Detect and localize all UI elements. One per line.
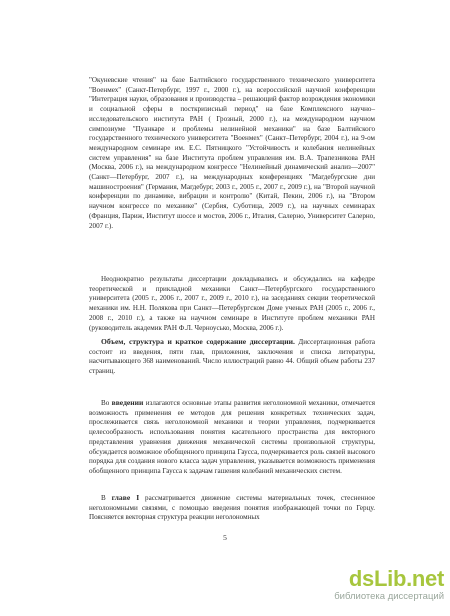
watermark <box>284 567 444 603</box>
paragraph-body <box>89 398 375 477</box>
section-heading: главе I <box>111 493 140 502</box>
watermark-tagline: библиотека диссертаций <box>334 591 444 602</box>
paragraph-prefix: Во <box>101 399 112 407</box>
paragraph-prefix: В <box>101 494 112 502</box>
paragraph-text: рассматривается движение системы материальных точек, стесненное неголономными связями, с помощью введения понятия изображающей точки по Герцу. Поясняется векторная структура реакции неголономных <box>89 494 375 522</box>
section-heading: Объем, структура и краткое содержание диссертации. <box>101 337 295 346</box>
page-number: 5 <box>223 533 227 542</box>
paragraph-text: Неоднократно результаты диссертации докладывались и обсуждались на кафедре теоретической и прикладной механики Санкт—Петербургского государственного университета (2005 г., 2006 г., 2007 г., 2009 г., 2010 г.), на заседаниях секции теоретической механики им. Н.Н. Полякова при Санкт—Петербургском Доме ученых РАН (2005 г., 2006 г., 2008 г., 2010 г.), а также на научном семинаре в Институте проблем механики РАН (руководитель академик РАН Ф.Л. Черноусько, Москва, 2006 г.). <box>89 275 375 332</box>
paragraph-introduction <box>89 398 375 477</box>
paragraph-structure <box>89 337 375 377</box>
paragraph-text: "Окуневские чтения" на базе Балтийского государственного технического университета "Военмех" (Санкт-Петербург, 1997 г., 2000 г.), на всероссийской научной конференции "Интеграция науки, образования и производства – решающий фактор возрождения экономики и социальной сферы в посткризисный период" на базе Комплексного научно–исследовательского института РАН ( Грозный, 2000 г.), на международном научном симпозиуме "Пуанкаре и проблемы нелинейной механики" на базе Балтийского государственного технического университета "Военмех" (Санкт–Петербург, 2004 г.), на 9-ом международном семинаре им. Е.С. Пятницкого "Устойчивость и колебания нелинейных систем управления" на базе Института проблем управления им. В.А. Трапезникова РАН (Москва, 2006 г.), на международном конгрессе "Нелинейный динамический анализ—2007" (Санкт—Петербург, 2007 г.), на международных конференциях "Магдебургские дни машиностроения" (Германия, Магдебург, 2003 г., 2005 г., 2007 г., 2009 г.), на "Второй научной конференции по динамике, вибрации и контролю" (Китай, Пекин, 2006 г.), на "Втором научном конгрессе по механике" (Сербия, Суботица, 2009 г.), на научных семинарах (Франция, Париж, Институт шоссе и мостов, 2006 г., Италия, Салерно, Университет Салерно, 2007 г.). <box>89 76 375 230</box>
paragraph-text: Диссертационная работа состоит из введения, пяти глав, приложения, заключения и списка литературы, насчитывающего 368 наименований. Число иллюстраций равно 44. Общий объем работы 237 страниц. <box>89 338 375 376</box>
watermark-logo: dsLib.net <box>348 566 444 591</box>
paragraph-conferences <box>89 76 375 231</box>
paragraph-text: излагаются основные этапы развития неголономной механики, отмечается возможность применения ее методов для решения конкретных технических задач, прослеживается связь неголономной механики и теории управления, подчеркивается целесообразность использования понятия касательного пространства для векторного представления уравнения движения механической системы произвольной структуры, обсуждается возможное обобщенного принципа Гаусса, подчеркивается роль связей высокого порядка для создания нового класса задач управления, указывается возможность применения обобщенного принципа Гаусса к задачам гашения колебаний механических систем. <box>89 399 375 475</box>
paragraph-chapter-1 <box>89 493 375 523</box>
section-heading: введении <box>111 398 144 407</box>
paragraph-body <box>89 493 375 523</box>
paragraph-body <box>89 337 375 377</box>
paragraph-discussions <box>89 275 375 333</box>
